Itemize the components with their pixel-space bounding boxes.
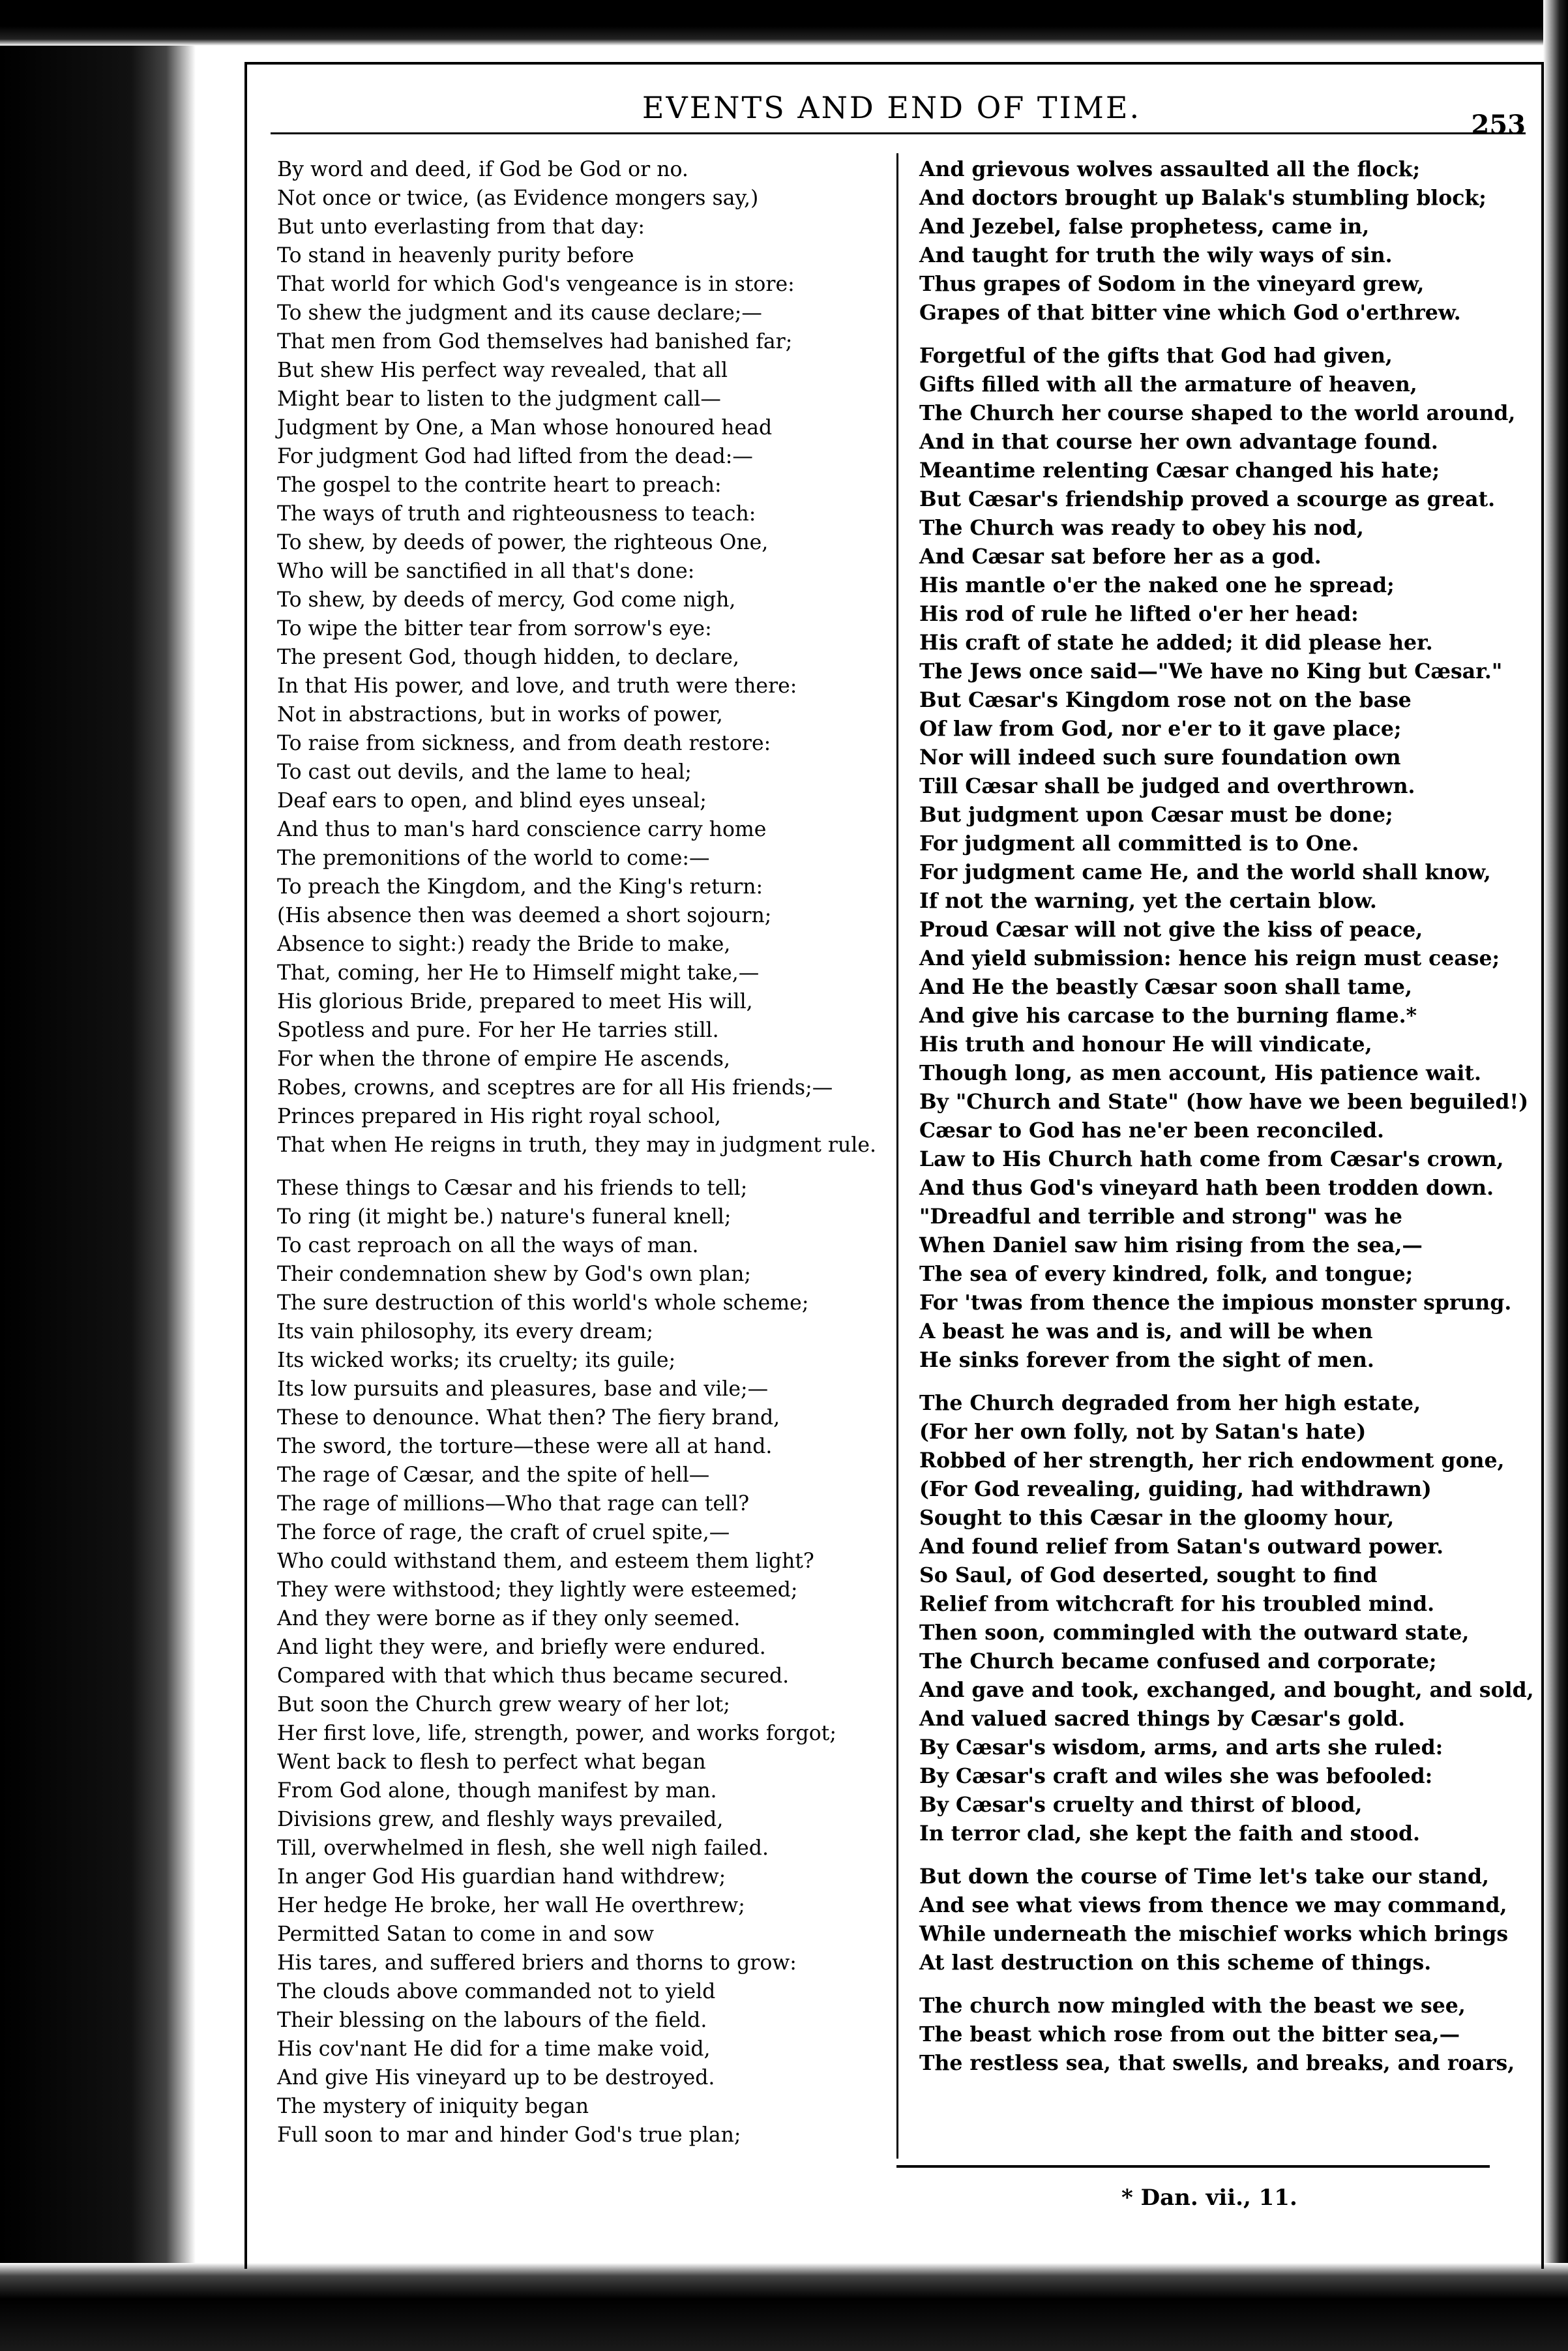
verse-line: Forgetful of the gifts that God had given,: [919, 344, 1393, 368]
verse-line: The sword, the torture—these were all at hand.: [277, 1435, 773, 1458]
verse-line: Till Cæsar shall be judged and overthrown.: [919, 774, 1415, 798]
verse-line: And they were borne as if they only seemed.: [277, 1607, 741, 1630]
verse-line: Gifts filled with all the armature of heaven,: [919, 372, 1417, 397]
verse-line: And grievous wolves assaulted all the flock;: [919, 157, 1421, 181]
verse-line: For judgment all committed is to One.: [919, 831, 1359, 856]
verse-line: And thus God's vineyard hath been trodden down.: [919, 1176, 1494, 1200]
verse-line: To shew, by deeds of power, the righteous One,: [277, 531, 769, 554]
footnote: * Dan. vii., 11.: [1121, 2185, 1297, 2211]
verse-line: To ring (it might be.) nature's funeral knell;: [277, 1205, 732, 1229]
verse-line: These to denounce. What then? The fiery brand,: [277, 1406, 780, 1430]
verse-line: By "Church and State" (how have we been beguiled!): [919, 1090, 1529, 1114]
verse-line: His craft of state he added; it did please her.: [919, 631, 1433, 655]
verse-line: The mystery of iniquity began: [277, 2095, 589, 2118]
verse-line: They were withstood; they lightly were esteemed;: [277, 1578, 798, 1602]
verse-line: His glorious Bride, prepared to meet His will,: [277, 990, 753, 1013]
verse-line: But Cæsar's Kingdom rose not on the base: [919, 688, 1412, 712]
verse-line: The present God, though hidden, to declare,: [277, 646, 739, 669]
right-edge-shadow: [1543, 0, 1568, 2351]
verse-line: And thus to man's hard conscience carry home: [277, 818, 767, 841]
verse-line: Relief from witchcraft for his troubled mind.: [919, 1592, 1435, 1616]
verse-line: Judgment by One, a Man whose honoured head: [277, 416, 773, 440]
verse-line: Law to His Church hath come from Cæsar's crown,: [919, 1147, 1504, 1171]
verse-line: His tares, and suffered briers and thorns to grow:: [277, 1951, 797, 1975]
verse-line: (His absence then was deemed a short sojourn;: [277, 904, 772, 927]
verse-line: To wipe the bitter tear from sorrow's eye:: [277, 617, 712, 640]
verse-line: So Saul, of God deserted, sought to find: [919, 1563, 1378, 1587]
verse-line: And see what views from thence we may command,: [919, 1893, 1507, 1917]
verse-line: "Dreadful and terrible and strong" was he: [919, 1205, 1402, 1229]
top-edge-shadow: [0, 0, 1568, 46]
verse-line: The force of rage, the craft of cruel spite,—: [277, 1521, 730, 1544]
verse-line: By Cæsar's craft and wiles she was befooled:: [919, 1764, 1433, 1788]
verse-line: For when the throne of empire He ascends,: [277, 1047, 730, 1071]
verse-line: These things to Cæsar and his friends to tell;: [277, 1176, 748, 1200]
verse-line: The Church degraded from her high estate,: [919, 1391, 1421, 1415]
verse-line: Robes, crowns, and sceptres are for all His friends;—: [277, 1076, 833, 1100]
stanza-break: [919, 327, 1519, 342]
page-number: 253: [1471, 110, 1526, 140]
verse-line: The Church became confused and corporate;: [919, 1649, 1437, 1673]
left-column: [277, 155, 883, 2149]
verse-line: For judgment came He, and the world shall know,: [919, 860, 1491, 884]
verse-line: His mantle o'er the naked one he spread;: [919, 573, 1395, 597]
verse-line: Its low pursuits and pleasures, base and vile;—: [277, 1377, 769, 1401]
verse-line: Its vain philosophy, its every dream;: [277, 1320, 653, 1343]
verse-line: That when He reigns in truth, they may in judgment rule.: [277, 1133, 876, 1157]
verse-line: Cæsar to God has ne'er been reconciled.: [919, 1118, 1384, 1143]
verse-line: And give his carcase to the burning flame.*: [919, 1004, 1417, 1028]
verse-line: Her first love, life, strength, power, and works forgot;: [277, 1722, 836, 1745]
verse-line: The gospel to the contrite heart to preach:: [277, 473, 722, 497]
verse-line: The Church her course shaped to the world around,: [919, 401, 1516, 425]
verse-line: His rod of rule he lifted o'er her head:: [919, 602, 1359, 626]
verse-line: But down the course of Time let's take our stand,: [919, 1864, 1489, 1889]
verse-line: That, coming, her He to Himself might take,—: [277, 961, 760, 985]
verse-line: And Jezebel, false prophetess, came in,: [919, 215, 1370, 239]
verse-line: Of law from God, nor e'er to it gave place;: [919, 717, 1402, 741]
verse-line: Meantime relenting Cæsar changed his hate;: [919, 458, 1440, 483]
verse-line: Robbed of her strength, her rich endowment gone,: [919, 1448, 1505, 1473]
verse-line: And Cæsar sat before her as a god.: [919, 545, 1322, 569]
verse-line: To raise from sickness, and from death restore:: [277, 732, 771, 755]
verse-line: Till, overwhelmed in flesh, she well nigh failed.: [277, 1836, 769, 1860]
verse-line: To stand in heavenly purity before: [277, 244, 634, 267]
column-divider: [896, 153, 898, 2159]
verse-line: The sure destruction of this world's whole scheme;: [277, 1291, 809, 1315]
verse-line: By Cæsar's wisdom, arms, and arts she ruled:: [919, 1735, 1443, 1760]
verse-line: Deaf ears to open, and blind eyes unseal;: [277, 789, 707, 813]
stanza-break: [277, 1160, 883, 1174]
verse-line: By word and deed, if God be God or no.: [277, 158, 688, 181]
bottom-edge-shadow: [0, 2263, 1568, 2351]
verse-line: Spotless and pure. For her He tarries still.: [277, 1019, 719, 1042]
verse-line: Went back to flesh to perfect what began: [277, 1750, 706, 1774]
verse-line: But Cæsar's friendship proved a scourge as great.: [919, 487, 1496, 511]
verse-line: At last destruction on this scheme of things.: [919, 1951, 1432, 1975]
verse-line: That world for which God's vengeance is in store:: [277, 273, 795, 296]
stanza-break: [919, 1977, 1519, 1992]
verse-line: When Daniel saw him rising from the sea,—: [919, 1233, 1423, 1257]
verse-line: His truth and honour He will vindicate,: [919, 1032, 1372, 1056]
verse-line: (For her own folly, not by Satan's hate): [919, 1420, 1367, 1444]
verse-line: And taught for truth the wily ways of sin.: [919, 243, 1393, 267]
verse-line: And found relief from Satan's outward power.: [919, 1535, 1444, 1559]
verse-line: The restless sea, that swells, and breaks, and roars,: [919, 2051, 1515, 2075]
verse-line: If not the warning, yet the certain blow.: [919, 889, 1377, 913]
verse-line: Sought to this Cæsar in the gloomy hour,: [919, 1506, 1395, 1530]
verse-line: And valued sacred things by Cæsar's gold.: [919, 1707, 1406, 1731]
verse-line: While underneath the mischief works which brings: [919, 1922, 1509, 1946]
verse-line: Princes prepared in His right royal school,: [277, 1105, 721, 1128]
verse-line: Grapes of that bitter vine which God o'erthrew.: [919, 301, 1461, 325]
verse-line: That men from God themselves had banished far;: [277, 330, 793, 353]
verse-line: In that His power, and love, and truth were there:: [277, 674, 797, 698]
verse-line: To shew, by deeds of mercy, God come nigh,: [277, 588, 736, 612]
verse-line: In anger God His guardian hand withdrew;: [277, 1865, 726, 1889]
verse-line: And in that course her own advantage found.: [919, 430, 1438, 454]
verse-line: The ways of truth and righteousness to teach:: [277, 502, 756, 526]
verse-line: To cast out devils, and the lame to heal;: [277, 760, 692, 784]
verse-line: Might bear to listen to the judgment call—: [277, 387, 721, 411]
verse-line: A beast he was and is, and will be when: [919, 1319, 1373, 1343]
verse-line: And give His vineyard up to be destroyed.: [277, 2066, 715, 2089]
verse-line: The premonitions of the world to come:—: [277, 846, 710, 870]
verse-line: But judgment upon Cæsar must be done;: [919, 803, 1393, 827]
verse-line: Then soon, commingled with the outward state,: [919, 1621, 1470, 1645]
verse-line: And gave and took, exchanged, and bought, and sold,: [919, 1678, 1534, 1702]
verse-line: Who will be sanctified in all that's done:: [277, 560, 695, 583]
verse-line: And He the beastly Cæsar soon shall tame,: [919, 975, 1412, 999]
running-header: [244, 83, 1539, 142]
verse-line: The Church was ready to obey his nod,: [919, 516, 1364, 540]
verse-line: Not once or twice, (as Evidence mongers say,): [277, 187, 759, 210]
verse-line: The clouds above commanded not to yield: [277, 1980, 716, 2003]
verse-line: Though long, as men account, His patience wait.: [919, 1061, 1481, 1085]
verse-line: The church now mingled with the beast we see,: [919, 1994, 1466, 2018]
right-column: [919, 155, 1534, 2078]
verse-line: (For God revealing, guiding, had withdrawn): [919, 1477, 1432, 1501]
verse-line: And doctors brought up Balak's stumbling block;: [919, 186, 1487, 210]
verse-line: Who could withstand them, and esteem them light?: [277, 1550, 814, 1573]
verse-line: The Jews once said—"We have no King but Cæsar.": [919, 659, 1503, 683]
verse-line: For 'twas from thence the impious monster sprung.: [919, 1291, 1512, 1315]
verse-line: Permitted Satan to come in and sow: [277, 1923, 655, 1946]
verse-line: The rage of millions—Who that rage can tell?: [277, 1492, 750, 1516]
verse-line: Nor will indeed such sure foundation own: [919, 745, 1401, 770]
verse-line: The sea of every kindred, folk, and tongue;: [919, 1262, 1413, 1286]
verse-line: His cov'nant He did for a time make void,: [277, 2037, 711, 2061]
stanza-break: [919, 1375, 1519, 1389]
verse-line: And light they were, and briefly were endured.: [277, 1636, 766, 1659]
verse-line: The beast which rose from out the bitter sea,—: [919, 2022, 1460, 2046]
verse-line: Their condemnation shew by God's own plan;: [277, 1263, 752, 1286]
header-rule: [271, 132, 1526, 134]
verse-line: Her hedge He broke, her wall He overthrew;: [277, 1894, 745, 1917]
verse-line: From God alone, though manifest by man.: [277, 1779, 717, 1803]
verse-line: Their blessing on the labours of the field.: [277, 2009, 707, 2032]
verse-line: Proud Cæsar will not give the kiss of peace,: [919, 918, 1423, 942]
verse-line: Not in abstractions, but in works of power,: [277, 703, 723, 726]
verse-line: He sinks forever from the sight of men.: [919, 1348, 1374, 1372]
verse-line: And yield submission: hence his reign must cease;: [919, 946, 1500, 970]
stanza-break: [919, 1848, 1519, 1863]
verse-line: To cast reproach on all the ways of man.: [277, 1234, 699, 1257]
verse-line: The rage of Cæsar, and the spite of hell—: [277, 1463, 710, 1487]
verse-line: Divisions grew, and fleshly ways prevailed,: [277, 1808, 724, 1831]
verse-line: Full soon to mar and hinder God's true plan;: [277, 2123, 741, 2147]
book-gutter-shadow: [0, 0, 196, 2351]
verse-line: But soon the Church grew weary of her lot;: [277, 1693, 730, 1716]
verse-line: To preach the Kingdom, and the King's return:: [277, 875, 763, 899]
verse-line: But unto everlasting from that day:: [277, 215, 645, 239]
verse-line: By Cæsar's cruelty and thirst of blood,: [919, 1793, 1363, 1817]
verse-line: Its wicked works; its cruelty; its guile;: [277, 1349, 676, 1372]
verse-line: For judgment God had lifted from the dead:—: [277, 445, 753, 468]
verse-line: Thus grapes of Sodom in the vineyard grew,: [919, 272, 1425, 296]
verse-line: But shew His perfect way revealed, that all: [277, 359, 728, 382]
verse-line: In terror clad, she kept the faith and stood.: [919, 1821, 1420, 1846]
verse-line: Absence to sight:) ready the Bride to make,: [277, 933, 731, 956]
footnote-rule: [896, 2165, 1490, 2168]
verse-line: Compared with that which thus became secured.: [277, 1664, 790, 1688]
verse-line: To shew the judgment and its cause declare;—: [277, 301, 762, 325]
running-title: EVENTS AND END OF TIME.: [642, 90, 1142, 125]
